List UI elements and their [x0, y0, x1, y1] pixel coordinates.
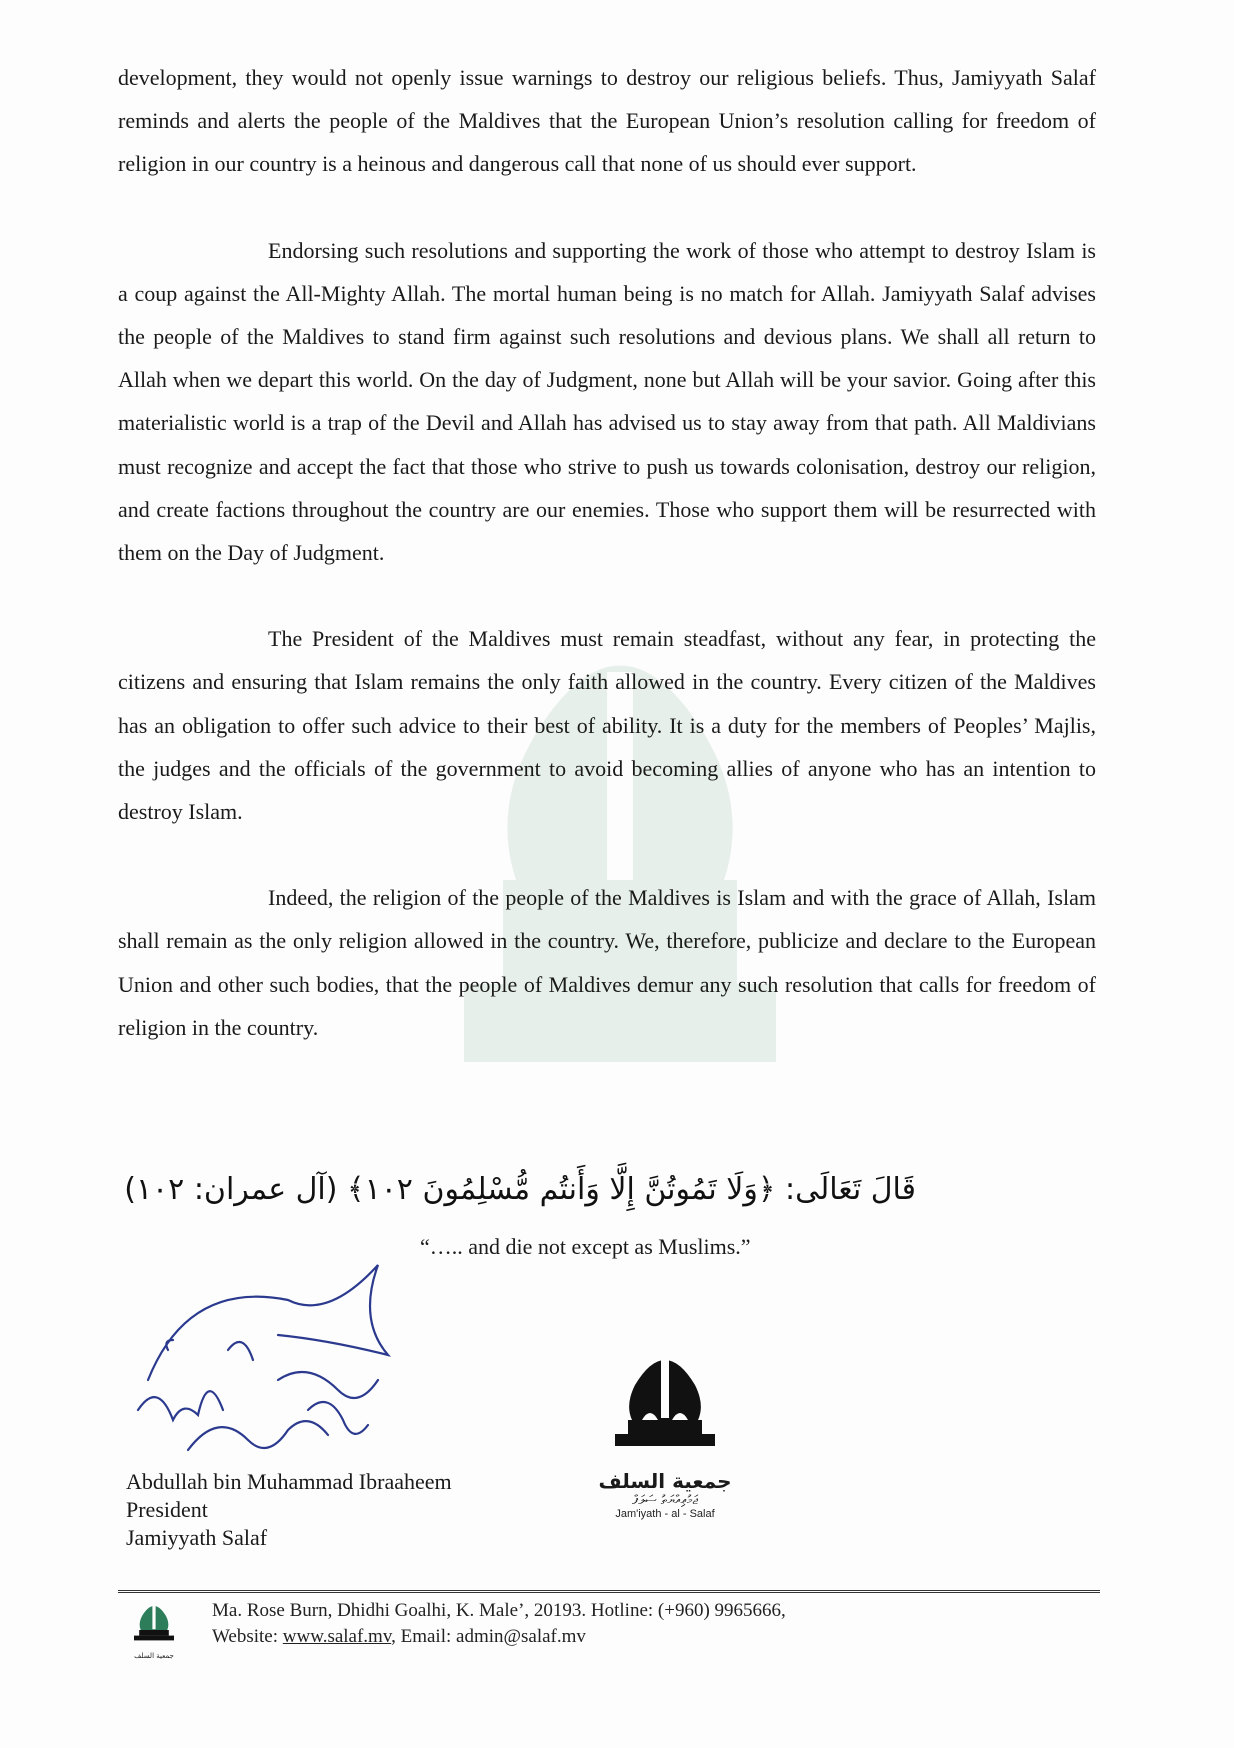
paragraph-4: Indeed, the religion of the people of the Maldives is Islam and with the grace of Allah, Islam shall remain as the only religion allowed in the country. We, therefore, publicize and declare to the European Union and other such bodies, that the people of Maldives demur any such resolution that calls for freedom of religion in the country. [118, 885, 1096, 1040]
email-label: Email: [400, 1626, 452, 1647]
paragraph-3: The President of the Maldives must remain steadfast, without any fear, in protecting the citizens and ensuring that Islam remains the only faith allowed in the country. Every citizen of the Maldives has an obligation to offer such advice to their best of ability. It is a duty for the members of Peoples’ Majlis, the judges and the officials of the government to avoid becoming allies of anyone who has an intention to destroy Islam. [118, 626, 1096, 825]
signer-organization: Jamiyyath Salaf [126, 1525, 268, 1550]
seal-arabic-name: جمعية السلف [598, 1469, 732, 1493]
organization-seal [590, 1340, 740, 1520]
handwritten-signature [128, 1260, 448, 1480]
paragraph-2: Endorsing such resolutions and supporting the work of those who attempt to destroy Islam is a coup against the All-Mighty Allah. The mortal human being is no match for Allah. Jamiyyath Salaf advises the people of the Maldives to stand firm against such resolutions and devious plans. We shall all return to Allah when we depart this world. On the day of Judgment, none but Allah will be your savior. Going after this materialistic world is a trap of the Devil and Allah has advised us to stay away from that path. All Maldivians must recognize and accept the fact that those who strive to push us towards colonisation, destroy our religion, and create factions throughout the country are our enemies. Those who support them will be resurrected with them on the Day of Judgment. [118, 237, 1096, 566]
email-address: admin@salaf.mv [456, 1626, 586, 1647]
website-label: Website: [212, 1626, 279, 1647]
footer-address: Ma. Rose Burn, Dhidhi Goalhi, K. Male’, 20193. Hotline: (+960) 9965666, [212, 1600, 786, 1621]
footer-logo-text: جمعية السلف [134, 1652, 174, 1660]
seal-logo-icon [610, 1340, 720, 1460]
letter-body [118, 56, 1096, 1092]
quran-verse: قَالَ تَعَالَى: ﴿وَلَا تَمُوتُنَّ إِلَّا وَأَنتُم مُّسْلِمُونَ ١٠٢﴾ (آل عمران: ١٠٢) [124, 1172, 916, 1207]
seal-dhivehi-name: ޖަމުޢިއްޔަތު ސަލަފް [632, 1493, 698, 1508]
signer-title: President [126, 1497, 208, 1522]
verse-translation: “….. and die not except as Muslims.” [420, 1234, 751, 1259]
website-link[interactable]: www.salaf.mv [282, 1626, 392, 1647]
footer-logo [126, 1598, 182, 1660]
footer-web-email: Website: www.salaf.mv, Email: admin@salaf.mv [212, 1626, 586, 1647]
seal-latin-name: Jam'iyath - al - Salaf [615, 1508, 715, 1520]
signer-name: Abdullah bin Muhammad Ibraaheem [126, 1469, 452, 1494]
footer-divider [118, 1590, 1100, 1593]
footer-contact [212, 1598, 786, 1650]
footer-logo-icon [132, 1598, 176, 1646]
paragraph-1: development, they would not openly issue warnings to destroy our religious beliefs. Thus, Jamiyyath Salaf reminds and alerts the people of the Maldives that the European Union’s resolution calling for freedom of religion in our country is a heinous and dangerous call that none of us should ever support. [118, 65, 1096, 177]
signer-block [126, 1468, 452, 1552]
